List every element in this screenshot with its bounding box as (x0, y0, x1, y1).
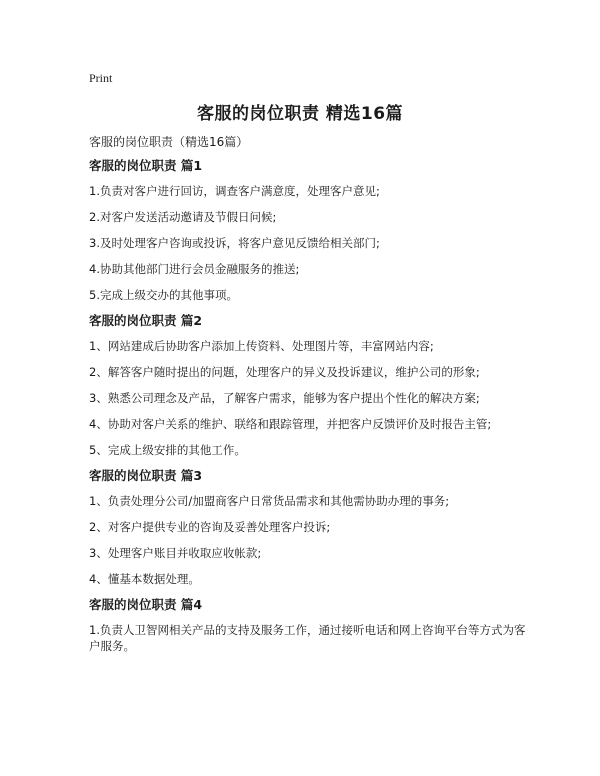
list-item: 2、对客户提供专业的咨询及妥善处理客户投诉; (89, 520, 331, 534)
section-3 (89, 468, 529, 597)
list-item: 1、负责处理分公司/加盟商客户日常货品需求和其他需协助办理的事务; (89, 494, 450, 508)
section-2 (89, 313, 529, 468)
list-item: 2.对客户发送活动邀请及节假日问候; (89, 210, 277, 224)
list-item: 1、网站建成后协助客户添加上传资料、处理图片等，丰富网站内容; (89, 339, 434, 353)
list-item: 1.负责人卫智网相关产品的支持及服务工作，通过接听电话和网上咨询平台等方式为客户服务。 (89, 623, 526, 653)
list-item: 5.完成上级交办的其他事项。 (89, 288, 238, 302)
list-item: 4.协助其他部门进行会员金融服务的推送; (89, 262, 300, 276)
section-1 (89, 158, 529, 313)
document-subtitle: 客服的岗位职责（精选16篇） (89, 135, 249, 149)
document-title: 客服的岗位职责 精选16篇 (196, 104, 404, 124)
list-item: 4、懂基本数据处理。 (89, 572, 200, 586)
list-item: 5、完成上级安排的其他工作。 (89, 443, 246, 457)
list-item: 2、解答客户随时提出的问题，处理客户的异义及投诉建议，维护公司的形象; (89, 365, 480, 379)
section-heading: 客服的岗位职责 篇3 (89, 468, 203, 483)
document-body (89, 158, 529, 654)
print-label: Print (89, 71, 113, 85)
section-heading: 客服的岗位职责 篇4 (89, 597, 203, 612)
section-heading: 客服的岗位职责 篇1 (89, 158, 203, 173)
list-item: 4、协助对客户关系的维护、联络和跟踪管理，并把客户反馈评价及时报告主管; (89, 417, 492, 431)
list-item: 3、处理客户账目并收取应收帐款; (89, 546, 262, 560)
list-item: 1.负责对客户进行回访，调查客户满意度，处理客户意见; (89, 184, 380, 198)
section-heading: 客服的岗位职责 篇2 (89, 313, 203, 328)
list-item: 3、熟悉公司理念及产品，了解客户需求，能够为客户提出个性化的解决方案; (89, 391, 480, 405)
section-4 (89, 597, 529, 654)
list-item: 3.及时处理客户咨询或投诉，将客户意见反馈给相关部门; (89, 236, 380, 250)
